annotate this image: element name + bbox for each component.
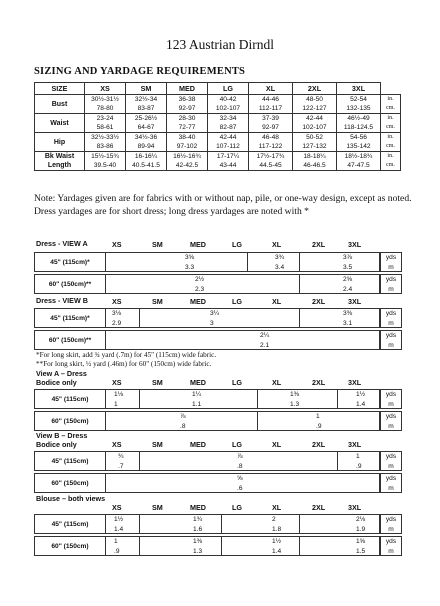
yardage-cell: [106, 389, 140, 409]
unit-m: m: [388, 485, 394, 492]
page-title: 123 Austrian Dirndl: [166, 37, 274, 52]
unit-header: [381, 83, 401, 95]
size-col-header: LG: [232, 503, 242, 512]
unit-box: [380, 274, 402, 294]
size-cell-in: 42-44: [293, 114, 337, 124]
unit-yds: yds: [385, 391, 397, 398]
yardage-m: 1.3: [193, 548, 203, 555]
unit-m: m: [388, 526, 394, 533]
size-cell-cm: 82-87: [208, 123, 249, 133]
size-cell-in: 34½-36: [126, 133, 167, 143]
size-col-header: LG: [232, 240, 242, 249]
yardage-cell: [140, 389, 258, 409]
yardage-m: 1.8: [272, 526, 282, 533]
size-row-label: Bk Waist Length: [35, 152, 85, 171]
yardage-yds: 1: [356, 453, 360, 460]
size-cell-in: 32½-33½: [85, 133, 126, 143]
unit-yds: yds: [385, 516, 397, 523]
size-cell-cm: 92-97: [249, 123, 293, 133]
size-table: [34, 82, 401, 171]
size-col-header: MED: [190, 297, 206, 306]
size-cell-in: 52-54: [337, 95, 381, 105]
size-col-header: 3XL: [348, 378, 362, 387]
group-header: Dress - VIEW B: [36, 296, 88, 305]
unit-box: [380, 389, 402, 409]
row-label: 45" (115cm)*: [34, 308, 106, 328]
yardage-yds: 1⅝: [356, 538, 366, 545]
size-col-header: 3XL: [348, 297, 362, 306]
yardage-m: 3.1: [343, 320, 353, 327]
size-col-header: SM: [152, 378, 163, 387]
size-cell-in: 50-52: [293, 133, 337, 143]
yardage-cell: [106, 473, 380, 493]
yardage-yds: 1½: [272, 538, 282, 545]
size-cell-cm: 78-80: [85, 104, 126, 114]
size-col-header: 3XL: [337, 83, 381, 95]
size-col-header: XL: [272, 378, 282, 387]
size-cell-cm: 102-107: [293, 123, 337, 133]
size-cell-in: 30½-31½: [85, 95, 126, 105]
size-cell-cm: 89-94: [126, 142, 167, 152]
unit-in: in.: [381, 152, 401, 162]
size-cell-cm: 40.5-41.5: [126, 161, 167, 171]
size-col-header: SM: [152, 297, 163, 306]
size-col-header: LG: [232, 297, 242, 306]
unit-cm: cm.: [381, 104, 401, 114]
yardage-cell: [106, 274, 300, 294]
yardage-yds: 2⅝: [343, 276, 353, 283]
size-cell-in: 15½-15¾: [85, 152, 126, 162]
unit-in: in.: [381, 133, 401, 143]
row-label: 60" (150cm): [34, 411, 106, 431]
unit-m: m: [388, 401, 394, 408]
size-col-header: XS: [112, 378, 122, 387]
size-cell-cm: 102-107: [208, 104, 249, 114]
size-cell-cm: 122-127: [293, 104, 337, 114]
size-row-label: Waist: [35, 114, 85, 133]
size-col-header: XS: [112, 503, 122, 512]
size-col-header: 3XL: [348, 440, 362, 449]
size-cell-in: 17-17¼: [208, 152, 249, 162]
size-cell-cm: 97-102: [167, 142, 208, 152]
size-cell-cm: 117-122: [249, 142, 293, 152]
size-col-header: MED: [167, 83, 208, 95]
group-header: View B – Dress Bodice only: [36, 431, 88, 449]
row-label: 45" (115cm): [34, 451, 106, 471]
yardage-m: 1.6: [193, 526, 203, 533]
unit-yds: yds: [385, 310, 397, 317]
yardage-m: .9: [316, 423, 322, 430]
size-cell-in: 16-16¼: [126, 152, 167, 162]
yardage-m: .8: [237, 463, 243, 470]
size-col-header: SM: [152, 240, 163, 249]
size-col-header: LG: [232, 378, 242, 387]
size-col-header: MED: [190, 240, 206, 249]
size-cell-cm: 107-112: [208, 142, 249, 152]
size-cell-in: 46-48: [249, 133, 293, 143]
yardage-yds: 3⅛: [112, 310, 122, 317]
unit-yds: yds: [385, 475, 397, 482]
unit-cm: cm.: [381, 123, 401, 133]
yardage-m: .9: [356, 463, 362, 470]
unit-m: m: [388, 423, 394, 430]
size-cell-in: 16½-16¾: [167, 152, 208, 162]
yardage-m: 1.1: [192, 401, 202, 408]
yardage-m: .8: [180, 423, 186, 430]
size-cell-cm: 47-47.5: [337, 161, 381, 171]
unit-yds: yds: [385, 453, 397, 460]
yardage-cell: [140, 536, 222, 556]
size-cell-cm: 83-86: [85, 142, 126, 152]
size-col-header: XL: [272, 297, 282, 306]
unit-box: [380, 252, 402, 272]
unit-m: m: [388, 463, 394, 470]
size-col-header: 2XL: [312, 503, 326, 512]
yardage-cell: [300, 252, 380, 272]
size-cell-in: 18-18¼: [293, 152, 337, 162]
yardage-yds: ⅞: [180, 413, 186, 420]
size-cell-cm: 58-61: [85, 123, 126, 133]
unit-cm: cm.: [381, 161, 401, 171]
size-cell-in: 17½-17¾: [249, 152, 293, 162]
size-cell-cm: 64-67: [126, 123, 167, 133]
yardage-cell: [106, 536, 140, 556]
yardage-m: 1.4: [114, 526, 124, 533]
unit-yds: yds: [385, 332, 397, 339]
yardage-cell: [106, 451, 140, 471]
yardage-cell: [106, 411, 258, 431]
unit-cm: cm.: [381, 142, 401, 152]
note-text: Note: Yardages given are for fabrics with or without nap, pile, or one-way design, except as noted. Dress yardages are for short dress; long dress yardages are noted with *: [34, 193, 412, 217]
size-cell-in: 48-50: [293, 95, 337, 105]
footnote: **For long skirt, ½ yard (.46m) for 60" (150cm) wide fabric.: [36, 360, 212, 368]
yardage-m: 1: [114, 401, 118, 408]
size-cell-in: 32½-34: [126, 95, 167, 105]
unit-m: m: [388, 548, 394, 555]
size-cell-in: 40-42: [208, 95, 249, 105]
size-cell-in: 25-26½: [126, 114, 167, 124]
size-cell-cm: 72-77: [167, 123, 208, 133]
size-cell-in: 44-46: [249, 95, 293, 105]
unit-box: [380, 308, 402, 328]
size-col-header: 3XL: [348, 240, 362, 249]
unit-yds: yds: [385, 276, 397, 283]
unit-box: [380, 451, 402, 471]
size-cell-cm: 135-142: [337, 142, 381, 152]
yardage-cell: [300, 536, 380, 556]
size-cell-cm: 44.5-45: [249, 161, 293, 171]
yardage-yds: ¾: [118, 453, 124, 460]
yardage-yds: 1½: [114, 516, 124, 523]
size-col-header: 2XL: [293, 83, 337, 95]
yardage-yds: 1⅛: [114, 391, 124, 398]
size-cell-cm: 83-87: [126, 104, 167, 114]
yardage-yds: ⅝: [237, 475, 243, 482]
yardage-cell: [140, 308, 300, 328]
size-col-header: SM: [126, 83, 167, 95]
yardage-yds: 1¼: [192, 391, 202, 398]
yardage-yds: 1⅜: [290, 391, 300, 398]
size-col-header: SM: [152, 503, 163, 512]
yardage-yds: 3⅝: [185, 254, 195, 261]
yardage-cell: [140, 451, 338, 471]
yardage-yds: 2¼: [260, 332, 270, 339]
size-cell-in: 28-30: [167, 114, 208, 124]
size-header: SIZE: [35, 83, 85, 95]
yardage-m: 1.9: [356, 526, 366, 533]
unit-in: in.: [381, 95, 401, 105]
yardage-yds: 2: [272, 516, 276, 523]
row-label: 60" (150cm)**: [34, 274, 106, 294]
size-col-header: XS: [112, 297, 122, 306]
size-cell-cm: 46-46.5: [293, 161, 337, 171]
unit-box: [380, 536, 402, 556]
yardage-m: 3: [210, 320, 214, 327]
size-cell-cm: 118-124.5: [337, 123, 381, 133]
size-col-header: XL: [249, 83, 293, 95]
size-col-header: MED: [190, 440, 206, 449]
yardage-cell: [106, 252, 248, 272]
size-row-label: Hip: [35, 133, 85, 152]
row-label: 60" (150cm)**: [34, 330, 106, 350]
yardage-yds: 2½: [195, 276, 205, 283]
unit-box: [380, 473, 402, 493]
size-col-header: 2XL: [312, 297, 326, 306]
unit-box: [380, 330, 402, 350]
size-col-header: 2XL: [312, 240, 326, 249]
group-header: Dress - VIEW A: [36, 239, 88, 248]
row-label: 45" (115cm): [34, 389, 106, 409]
yardage-cell: [300, 514, 380, 534]
size-cell-cm: 127-132: [293, 142, 337, 152]
yardage-yds: 3⅞: [343, 254, 353, 261]
size-col-header: LG: [232, 440, 242, 449]
yardage-cell: [258, 389, 338, 409]
size-col-header: LG: [208, 83, 249, 95]
size-col-header: MED: [190, 378, 206, 387]
size-col-header: XL: [272, 503, 282, 512]
yardage-m: 1.4: [272, 548, 282, 555]
yardage-m: 1.5: [356, 548, 366, 555]
size-cell-in: 38-40: [167, 133, 208, 143]
row-label: 60" (150cm): [34, 473, 106, 493]
yardage-yds: 1¾: [193, 516, 203, 523]
size-col-header: XL: [272, 440, 282, 449]
yardage-cell: [106, 330, 380, 350]
yardage-m: 1.4: [356, 401, 366, 408]
size-col-header: MED: [190, 503, 206, 512]
yardage-yds: ⅞: [237, 453, 243, 460]
unit-m: m: [388, 264, 394, 271]
size-col-header: 3XL: [348, 503, 362, 512]
unit-box: [380, 411, 402, 431]
yardage-m: 3.5: [343, 264, 353, 271]
yardage-yds: 3¾: [275, 254, 285, 261]
row-label: 45" (115cm): [34, 514, 106, 534]
yardage-yds: 1⅜: [193, 538, 203, 545]
yardage-m: 3.3: [185, 264, 195, 271]
size-col-header: XS: [112, 240, 122, 249]
size-cell-cm: 42-42.5: [167, 161, 208, 171]
size-row-label: Bust: [35, 95, 85, 114]
yardage-cell: [300, 308, 380, 328]
yardage-cell: [338, 451, 380, 471]
unit-yds: yds: [385, 413, 397, 420]
unit-m: m: [388, 320, 394, 327]
unit-m: m: [388, 342, 394, 349]
yardage-yds: 1½: [356, 391, 366, 398]
size-cell-cm: 92-97: [167, 104, 208, 114]
footnote: *For long skirt, add ¾ yard (.7m) for 45" (115cm) wide fabric.: [36, 351, 217, 359]
group-header: View A – Dress Bodice only: [36, 369, 87, 387]
row-label: 45" (115cm)*: [34, 252, 106, 272]
yardage-yds: 3⅜: [343, 310, 353, 317]
unit-m: m: [388, 286, 394, 293]
size-col-header: SM: [152, 440, 163, 449]
size-cell-in: 54-56: [337, 133, 381, 143]
size-cell-cm: 112-117: [249, 104, 293, 114]
yardage-m: 3.4: [275, 264, 285, 271]
size-col-header: XS: [112, 440, 122, 449]
size-cell-in: 46½-49: [337, 114, 381, 124]
size-cell-in: 37-39: [249, 114, 293, 124]
yardage-yds: 1: [316, 413, 320, 420]
unit-yds: yds: [385, 538, 397, 545]
yardage-yds: 3¼: [210, 310, 220, 317]
yardage-m: 2.9: [112, 320, 122, 327]
size-cell-cm: 132-135: [337, 104, 381, 114]
size-col-header: 2XL: [312, 378, 326, 387]
size-cell-in: 18½-18¾: [337, 152, 381, 162]
size-cell-in: 32-34: [208, 114, 249, 124]
yardage-yds: 2⅛: [356, 516, 366, 523]
size-col-header: 2XL: [312, 440, 326, 449]
yardage-cell: [106, 514, 140, 534]
yardage-m: 2.3: [195, 286, 205, 293]
size-col-header: XS: [85, 83, 126, 95]
yardage-cell: [248, 252, 300, 272]
yardage-cell: [300, 274, 380, 294]
size-cell-in: 36-38: [167, 95, 208, 105]
yardage-m: 2.4: [343, 286, 353, 293]
group-header: Blouse – both views: [36, 494, 106, 503]
yardage-m: .9: [114, 548, 120, 555]
size-cell-cm: 39.5-40: [85, 161, 126, 171]
unit-yds: yds: [385, 254, 397, 261]
unit-box: [380, 514, 402, 534]
size-col-header: XL: [272, 240, 282, 249]
yardage-m: .7: [118, 463, 124, 470]
size-cell-cm: 43-44: [208, 161, 249, 171]
yardage-cell: [222, 514, 300, 534]
yardage-cell: [140, 514, 222, 534]
yardage-cell: [258, 411, 380, 431]
yardage-cell: [222, 536, 300, 556]
size-cell-in: 42-44: [208, 133, 249, 143]
yardage-m: .6: [237, 485, 243, 492]
row-label: 60" (150cm): [34, 536, 106, 556]
unit-in: in.: [381, 114, 401, 124]
yardage-cell: [106, 308, 140, 328]
yardage-cell: [338, 389, 380, 409]
section-title: SIZING AND YARDAGE REQUIREMENTS: [34, 66, 246, 77]
yardage-yds: 1: [114, 538, 118, 545]
size-cell-in: 23-24: [85, 114, 126, 124]
yardage-m: 2.1: [260, 342, 270, 349]
yardage-m: 1.3: [290, 401, 300, 408]
